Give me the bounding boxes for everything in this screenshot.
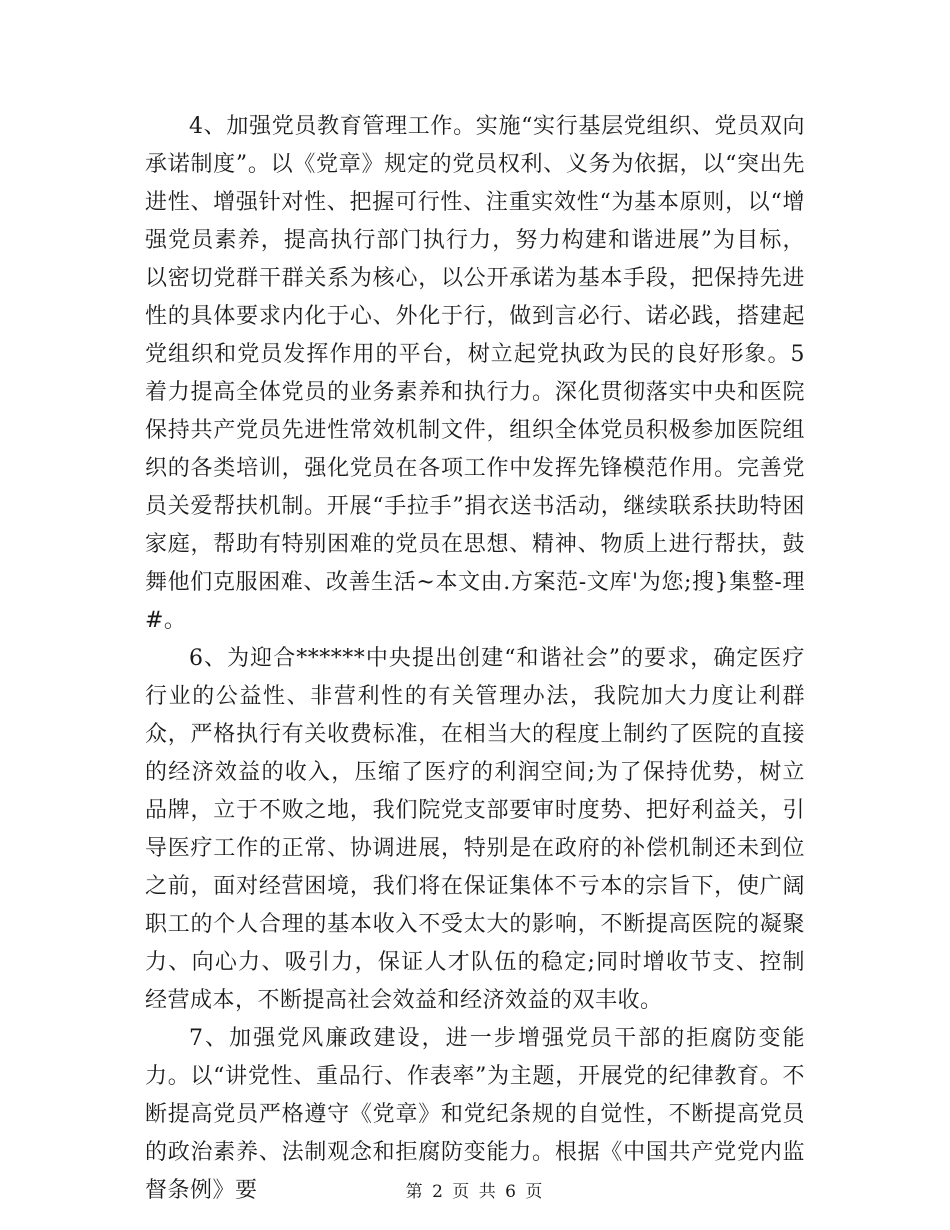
paragraph-6: 6、为迎合******中央提出创建“和谐社会”的要求，确定医疗行业的公益性、非营利性的有关管理办法，我院加大力度让利群众，严格执行有关收费标准，在相当大的程度上制约了医院的直接的经济效益的收入，压缩了医疗的利润空间;为了保持优势，树立品牌，立于不败之地，我们院党支部要审时度势、把好利益关，引导医疗工作的正常、协调进展，特别是在政府的补偿机制还未到位之前，面对经营困境，我们将在保证集体不亏本的宗旨下，使广阔职工的个人合理的基本收入不受太大的影响，不断提高医院的凝聚力、向心力、吸引力，保证人才队伍的稳定;同时增收节支、控制经营成本，不断提高社会效益和经济效益的双丰收。 <box>145 646 805 1013</box>
paragraph-4: 4、加强党员教育管理工作。实施“实行基层党组织、党员双向承诺制度”。以《党章》规定的党员权利、义务为依据，以“突出先进性、增强针对性、把握可行性、注重实效性“为基本原则，以“增强党员素养，提高执行部门执行力，努力构建和谐进展”为目标，以密切党群干群关系为核心，以公开承诺为基本手段，把保持先进性的具体要求内化于心、外化于行，做到言必行、诺必践，搭建起党组织和党员发挥作用的平台，树立起党执政为民的良好形象。5着力提高全体党员的业务素养和执行力。深化贯彻落实中央和医院保持共产党员先进性常效机制文件，组织全体党员积极参加医院组织的各类培训，强化党员在各项工作中发挥先锋模范作用。完善党员关爱帮扶机制。开展“手拉手”捐衣送书活动，继续联系扶助特困家庭，帮助有特别困难的党员在思想、精神、物质上进行帮扶，鼓舞他们克服困难、改善生活~本文由.方案范-文库'为您;搜}集整-理#。 <box>145 114 805 633</box>
page-number-footer: 第 2 页 共 6 页 <box>405 1182 545 1202</box>
document-body <box>145 108 805 1210</box>
paragraph-7: 7、加强党风廉政建设，进一步增强党员干部的拒腐防变能力。以“讲党性、重品行、作表率”为主题，开展党的纪律教育。不断提高党员严格遵守《党章》和党纪条规的自觉性，不断提高党员的政治素养、法制观念和拒腐防变能力。根据《中国共产党党内监督条例》要 <box>145 1026 805 1203</box>
